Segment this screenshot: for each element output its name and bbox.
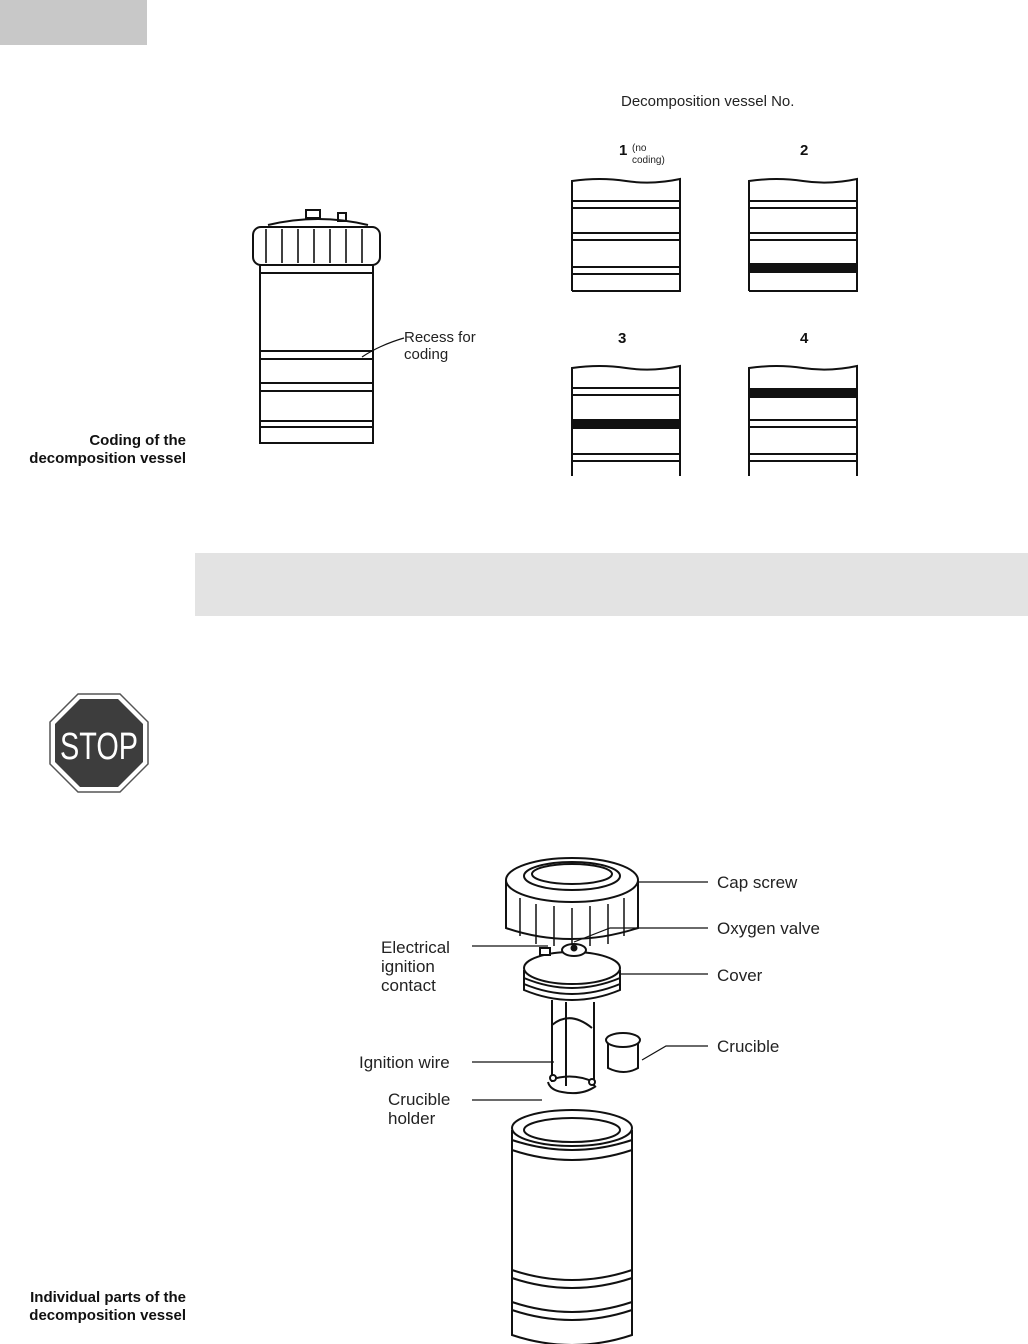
stop-sign-icon (49, 693, 149, 793)
vessel-3-coding (570, 362, 682, 478)
notice-band (195, 553, 1028, 616)
crucible-holder-line2: holder (388, 1109, 436, 1128)
electrical-label-line3: contact (381, 976, 436, 995)
vessel-1-number: 1 (619, 142, 628, 159)
crucible-label: Crucible (717, 1037, 780, 1056)
cover-label: Cover (717, 966, 763, 985)
vessel-2-number: 2 (800, 142, 809, 159)
vessel-1-note-line1: (no (632, 143, 647, 154)
vessel-1-note-line2: coding) (632, 155, 665, 166)
vessel-4-coding (747, 362, 859, 478)
coding-caption-line2: decomposition vessel (29, 450, 186, 467)
vessel-illustration (248, 205, 388, 450)
stop-sign-text: STOP (60, 726, 138, 768)
cap-screw-label: Cap screw (717, 873, 798, 892)
electrical-label-line2: ignition (381, 957, 435, 976)
electrical-ignition-contact-label (381, 938, 450, 995)
parts-caption-line1: Individual parts of the (30, 1289, 186, 1306)
parts-figure-caption (29, 1289, 186, 1325)
oxygen-valve-label: Oxygen valve (717, 919, 820, 938)
recess-label (404, 329, 476, 363)
electrical-label-line1: Electrical (381, 938, 450, 957)
crucible-holder-label (388, 1090, 450, 1128)
chapter-tab (0, 0, 147, 45)
vessel-1-note (632, 143, 665, 167)
parts-leader-lines (470, 870, 710, 1110)
ignition-wire-label: Ignition wire (359, 1053, 450, 1072)
recess-leader-line (360, 335, 405, 360)
recess-label-line2: coding (404, 346, 449, 363)
vessel-3-number: 3 (618, 330, 627, 347)
vessel-1-coding (570, 175, 682, 293)
vessel-4-number: 4 (800, 330, 809, 347)
parts-caption-line2: decomposition vessel (29, 1307, 186, 1324)
vessel-number-title: Decomposition vessel No. (621, 93, 795, 110)
vessel-2-coding (747, 175, 859, 293)
crucible-holder-line1: Crucible (388, 1090, 451, 1109)
recess-label-line1: Recess for (404, 329, 476, 346)
coding-caption-line1: Coding of the (89, 432, 186, 449)
coding-figure-caption (29, 432, 186, 468)
